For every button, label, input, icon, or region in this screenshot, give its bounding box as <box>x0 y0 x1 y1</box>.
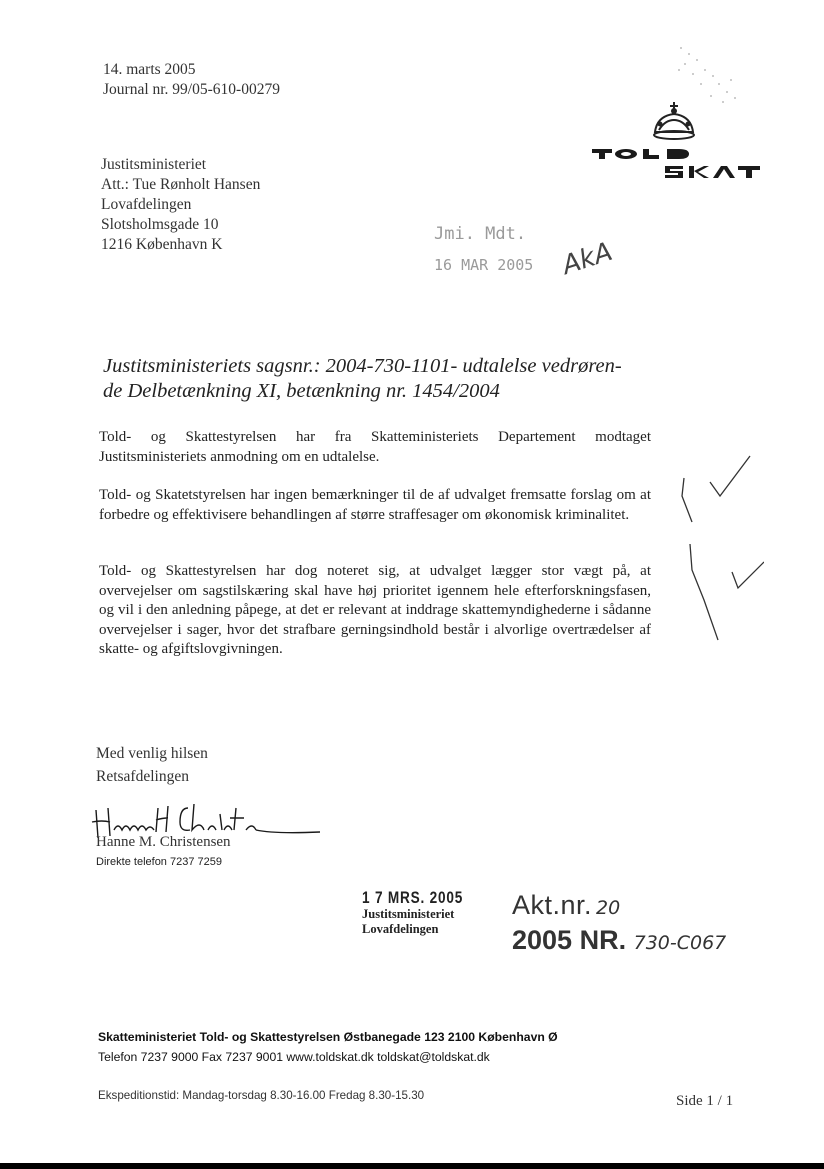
footer-contact: Telefon 7237 9000 Fax 7237 9001 www.toldskat.dk toldskat@toldskat.dk <box>98 1050 490 1064</box>
nr-prefix: 2005 <box>512 925 573 955</box>
journal-number: Journal nr. 99/05-610-00279 <box>103 81 280 98</box>
akt-label: Akt.nr. <box>512 890 593 920</box>
body-paragraph: Told- og Skattestyrelsen har dog noteret sig, at udvalget lægger stor vægt på, at overvejelser om sagstilskæring skal have høj prioritet igennem hele efterforskningsfasen, og vil i den anledning påpege, at det er relevant at inddrage skattemyndighederne i sådanne overvejelser i sager, hvor det strafbare gerningsindhold består i alvorlige overtrædelser af skatte- og afgiftslovgivningen. <box>99 563 651 658</box>
handwritten-initials <box>559 237 616 281</box>
signer-phone: Direkte telefon 7237 7259 <box>96 856 222 868</box>
greeting: Med venlig hilsen <box>96 745 208 762</box>
check-mark-icon <box>680 540 764 660</box>
check-mark-icon <box>676 448 760 528</box>
scan-edge <box>0 1163 824 1169</box>
stamp-date: 16 MAR 2005 <box>434 256 534 274</box>
initials-text: AkA <box>558 236 617 282</box>
address-line: Att.: Tue Rønholt Hansen <box>101 176 261 193</box>
department: Retsafdelingen <box>96 768 189 785</box>
received-ministry: Justitsministeriet <box>362 907 455 921</box>
recipient-address <box>101 155 260 255</box>
subject-line: Justitsministeriets sagsnr.: 2004-730-1101- udtalelse vedrøren- <box>103 355 622 377</box>
signer-name: Hanne M. Christensen <box>96 834 231 850</box>
body-paragraph: Told- og Skattestyrelsen har fra Skatteministeriets Departement modtaget Justitsministeriets anmodning om en udtalelse. <box>99 429 651 465</box>
akt-value: 20 <box>596 897 621 919</box>
letter-header <box>103 60 280 100</box>
akt-stamp <box>512 890 726 956</box>
address-line: Slotsholmsgade 10 <box>101 216 219 233</box>
body-paragraph: Told- og Skatetstyrelsen har ingen bemærkninger til de af udvalget fremsatte forslag om at forbedre og effektivisere behandlingen af større straffesager om økonomisk kriminalitet. <box>99 487 651 523</box>
ministry-receipt-stamp <box>434 219 533 281</box>
letter-date: 14. marts 2005 <box>103 61 196 78</box>
address-line: 1216 København K <box>101 236 223 253</box>
closing-block <box>96 742 208 788</box>
subject-heading <box>103 354 663 404</box>
received-date: 1 7 MRS. 2005 <box>362 888 464 907</box>
footer-address: Skatteministeriet Told- og Skattestyrelsen Østbanegade 123 2100 København Ø <box>98 1030 558 1044</box>
nr-value: 730-C067 <box>633 932 727 954</box>
stamp-line: Jmi. Mdt. <box>434 224 527 244</box>
nr-label: NR. <box>579 925 627 955</box>
address-line: Lovafdelingen <box>101 196 192 213</box>
address-line: Justitsministeriet <box>101 156 207 173</box>
page-number: Side 1 / 1 <box>676 1093 734 1109</box>
subject-line: de Delbetænkning XI, betænkning nr. 1454/2004 <box>103 380 500 402</box>
received-stamp <box>362 890 488 937</box>
crown-icon <box>585 40 775 190</box>
footer-hours: Ekspeditionstid: Mandag-torsdag 8.30-16.00 Fredag 8.30-15.30 <box>98 1089 425 1102</box>
received-department: Lovafdelingen <box>362 922 439 936</box>
toldskat-logo <box>585 40 775 190</box>
